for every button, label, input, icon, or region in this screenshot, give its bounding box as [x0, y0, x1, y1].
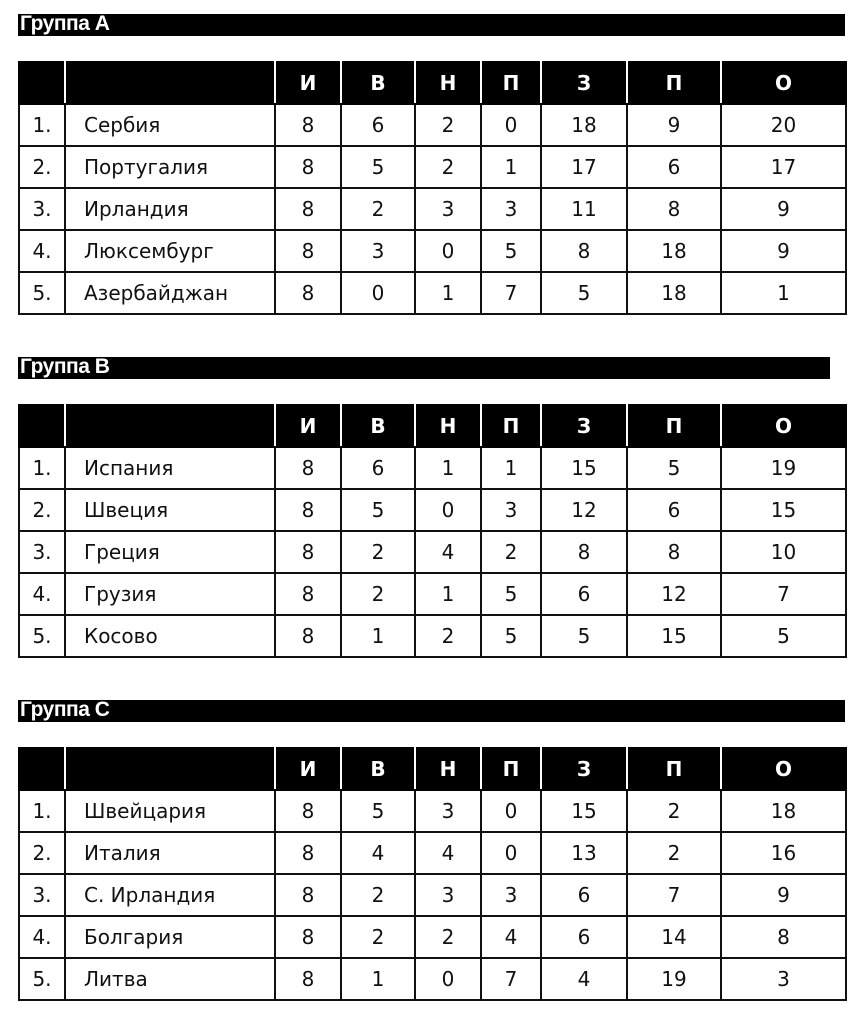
team-cell: Италия: [65, 832, 275, 874]
points-cell: 17: [721, 146, 846, 188]
team-cell: С. Ирландия: [65, 874, 275, 916]
group-c-header: [18, 700, 845, 722]
goals-for-cell: 13: [541, 832, 627, 874]
col-header-place: [19, 405, 65, 447]
col-header-played: И: [275, 748, 341, 790]
lost-cell: 5: [481, 573, 541, 615]
goals-against-cell: 9: [627, 104, 721, 146]
lost-cell: 1: [481, 146, 541, 188]
place-cell: 5.: [19, 958, 65, 1000]
points-cell: 3: [721, 958, 846, 1000]
points-cell: 9: [721, 874, 846, 916]
table-row: [19, 447, 846, 489]
place-cell: 3.: [19, 531, 65, 573]
col-header-goals-against: П: [627, 748, 721, 790]
goals-against-cell: 18: [627, 272, 721, 314]
goals-against-cell: 19: [627, 958, 721, 1000]
points-cell: 8: [721, 916, 846, 958]
played-cell: 8: [275, 447, 341, 489]
table-row: [19, 615, 846, 657]
place-cell: 4.: [19, 230, 65, 272]
lost-cell: 3: [481, 489, 541, 531]
table-row: [19, 272, 846, 314]
drawn-cell: 4: [415, 531, 481, 573]
col-header-points: О: [721, 405, 846, 447]
team-cell: Азербайджан: [65, 272, 275, 314]
points-cell: 10: [721, 531, 846, 573]
col-header-team: [65, 405, 275, 447]
table-row: [19, 790, 846, 832]
goals-for-cell: 6: [541, 874, 627, 916]
points-cell: 1: [721, 272, 846, 314]
table-row: [19, 531, 846, 573]
team-cell: Сербия: [65, 104, 275, 146]
drawn-cell: 2: [415, 146, 481, 188]
col-header-goals-for: З: [541, 405, 627, 447]
goals-for-cell: 5: [541, 615, 627, 657]
team-cell: Ирландия: [65, 188, 275, 230]
table-row: [19, 874, 846, 916]
col-header-won: В: [341, 748, 415, 790]
goals-for-cell: 17: [541, 146, 627, 188]
place-cell: 2.: [19, 489, 65, 531]
place-cell: 5.: [19, 615, 65, 657]
lost-cell: 0: [481, 832, 541, 874]
group-a-header: [18, 14, 845, 36]
goals-against-cell: 15: [627, 615, 721, 657]
won-cell: 2: [341, 531, 415, 573]
won-cell: 4: [341, 832, 415, 874]
col-header-goals-against: П: [627, 405, 721, 447]
team-cell: Португалия: [65, 146, 275, 188]
drawn-cell: 1: [415, 447, 481, 489]
table-row: [19, 573, 846, 615]
col-header-lost: П: [481, 405, 541, 447]
group-b-title: Группа В: [20, 357, 110, 378]
lost-cell: 0: [481, 790, 541, 832]
team-cell: Люксембург: [65, 230, 275, 272]
drawn-cell: 3: [415, 790, 481, 832]
team-cell: Швеция: [65, 489, 275, 531]
col-header-drawn: Н: [415, 405, 481, 447]
played-cell: 8: [275, 230, 341, 272]
goals-for-cell: 5: [541, 272, 627, 314]
col-header-team: [65, 62, 275, 104]
group-b-table: [18, 404, 847, 658]
played-cell: 8: [275, 958, 341, 1000]
played-cell: 8: [275, 489, 341, 531]
group-b-header: [18, 357, 830, 379]
place-cell: 4.: [19, 573, 65, 615]
points-cell: 20: [721, 104, 846, 146]
goals-for-cell: 15: [541, 790, 627, 832]
goals-against-cell: 2: [627, 790, 721, 832]
points-cell: 9: [721, 188, 846, 230]
won-cell: 1: [341, 958, 415, 1000]
col-header-goals-for: З: [541, 748, 627, 790]
won-cell: 6: [341, 104, 415, 146]
goals-against-cell: 7: [627, 874, 721, 916]
place-cell: 4.: [19, 916, 65, 958]
won-cell: 2: [341, 188, 415, 230]
won-cell: 0: [341, 272, 415, 314]
played-cell: 8: [275, 832, 341, 874]
played-cell: 8: [275, 916, 341, 958]
points-cell: 15: [721, 489, 846, 531]
goals-for-cell: 8: [541, 230, 627, 272]
lost-cell: 7: [481, 272, 541, 314]
col-header-place: [19, 62, 65, 104]
table-header-row: [19, 405, 846, 447]
won-cell: 3: [341, 230, 415, 272]
col-header-team: [65, 748, 275, 790]
col-header-lost: П: [481, 62, 541, 104]
table-row: [19, 958, 846, 1000]
played-cell: 8: [275, 146, 341, 188]
played-cell: 8: [275, 790, 341, 832]
lost-cell: 2: [481, 531, 541, 573]
goals-against-cell: 12: [627, 573, 721, 615]
place-cell: 2.: [19, 832, 65, 874]
played-cell: 8: [275, 573, 341, 615]
team-cell: Болгария: [65, 916, 275, 958]
team-cell: Литва: [65, 958, 275, 1000]
drawn-cell: 0: [415, 230, 481, 272]
goals-against-cell: 18: [627, 230, 721, 272]
table-header-row: [19, 748, 846, 790]
table-row: [19, 489, 846, 531]
goals-against-cell: 2: [627, 832, 721, 874]
drawn-cell: 0: [415, 958, 481, 1000]
goals-against-cell: 8: [627, 531, 721, 573]
points-cell: 19: [721, 447, 846, 489]
goals-against-cell: 6: [627, 146, 721, 188]
col-header-points: О: [721, 748, 846, 790]
won-cell: 2: [341, 573, 415, 615]
col-header-played: И: [275, 62, 341, 104]
goals-for-cell: 18: [541, 104, 627, 146]
goals-for-cell: 6: [541, 573, 627, 615]
goals-for-cell: 6: [541, 916, 627, 958]
drawn-cell: 3: [415, 188, 481, 230]
col-header-place: [19, 748, 65, 790]
place-cell: 1.: [19, 447, 65, 489]
place-cell: 1.: [19, 104, 65, 146]
group-a-title: Группа A: [20, 14, 110, 35]
place-cell: 3.: [19, 188, 65, 230]
won-cell: 6: [341, 447, 415, 489]
drawn-cell: 4: [415, 832, 481, 874]
goals-against-cell: 8: [627, 188, 721, 230]
drawn-cell: 2: [415, 615, 481, 657]
team-cell: Испания: [65, 447, 275, 489]
points-cell: 5: [721, 615, 846, 657]
lost-cell: 3: [481, 874, 541, 916]
table-row: [19, 146, 846, 188]
col-header-lost: П: [481, 748, 541, 790]
drawn-cell: 1: [415, 272, 481, 314]
goals-against-cell: 14: [627, 916, 721, 958]
group-a-table: [18, 61, 847, 315]
goals-for-cell: 11: [541, 188, 627, 230]
lost-cell: 7: [481, 958, 541, 1000]
won-cell: 1: [341, 615, 415, 657]
col-header-drawn: Н: [415, 748, 481, 790]
col-header-won: В: [341, 405, 415, 447]
drawn-cell: 3: [415, 874, 481, 916]
team-cell: Греция: [65, 531, 275, 573]
col-header-drawn: Н: [415, 62, 481, 104]
lost-cell: 5: [481, 230, 541, 272]
points-cell: 9: [721, 230, 846, 272]
played-cell: 8: [275, 874, 341, 916]
group-c-title: Группа С: [20, 700, 110, 721]
played-cell: 8: [275, 615, 341, 657]
played-cell: 8: [275, 272, 341, 314]
team-cell: Косово: [65, 615, 275, 657]
goals-for-cell: 12: [541, 489, 627, 531]
team-cell: Швейцария: [65, 790, 275, 832]
won-cell: 5: [341, 146, 415, 188]
lost-cell: 3: [481, 188, 541, 230]
table-header-row: [19, 62, 846, 104]
won-cell: 5: [341, 489, 415, 531]
place-cell: 3.: [19, 874, 65, 916]
points-cell: 18: [721, 790, 846, 832]
goals-for-cell: 15: [541, 447, 627, 489]
group-c-table: [18, 747, 847, 1001]
lost-cell: 1: [481, 447, 541, 489]
table-row: [19, 104, 846, 146]
place-cell: 2.: [19, 146, 65, 188]
lost-cell: 5: [481, 615, 541, 657]
table-row: [19, 832, 846, 874]
won-cell: 2: [341, 874, 415, 916]
drawn-cell: 1: [415, 573, 481, 615]
col-header-goals-against: П: [627, 62, 721, 104]
lost-cell: 0: [481, 104, 541, 146]
place-cell: 1.: [19, 790, 65, 832]
drawn-cell: 2: [415, 916, 481, 958]
col-header-played: И: [275, 405, 341, 447]
place-cell: 5.: [19, 272, 65, 314]
goals-for-cell: 8: [541, 531, 627, 573]
drawn-cell: 0: [415, 489, 481, 531]
played-cell: 8: [275, 104, 341, 146]
table-row: [19, 230, 846, 272]
col-header-points: О: [721, 62, 846, 104]
team-cell: Грузия: [65, 573, 275, 615]
goals-against-cell: 5: [627, 447, 721, 489]
won-cell: 5: [341, 790, 415, 832]
played-cell: 8: [275, 531, 341, 573]
goals-for-cell: 4: [541, 958, 627, 1000]
col-header-goals-for: З: [541, 62, 627, 104]
played-cell: 8: [275, 188, 341, 230]
goals-against-cell: 6: [627, 489, 721, 531]
drawn-cell: 2: [415, 104, 481, 146]
table-row: [19, 188, 846, 230]
won-cell: 2: [341, 916, 415, 958]
table-row: [19, 916, 846, 958]
col-header-won: В: [341, 62, 415, 104]
points-cell: 16: [721, 832, 846, 874]
points-cell: 7: [721, 573, 846, 615]
lost-cell: 4: [481, 916, 541, 958]
